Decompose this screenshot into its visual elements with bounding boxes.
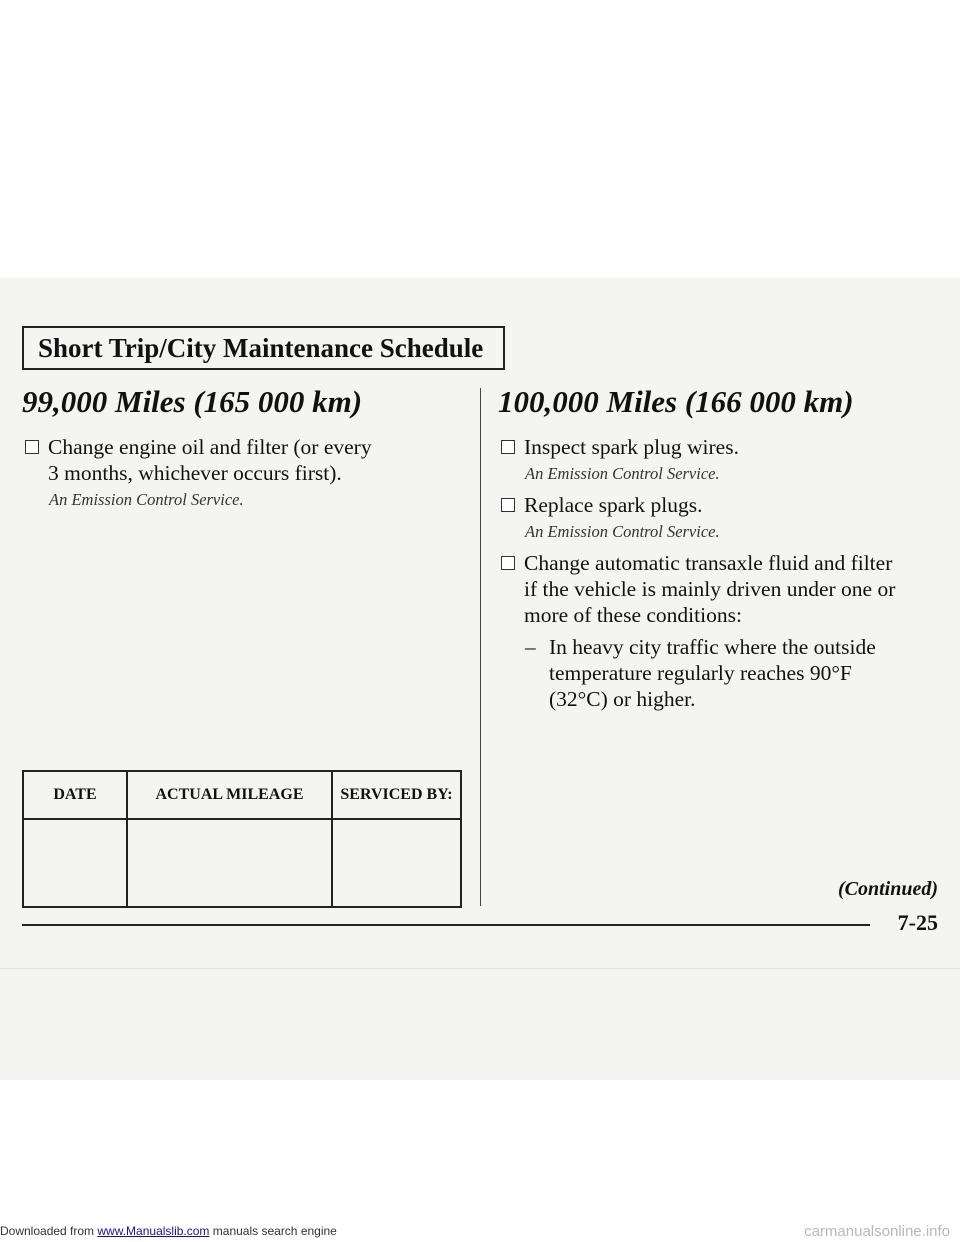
mileage-heading-100000: 100,000 Miles (166 000 km) — [498, 384, 854, 419]
dash-marker: – — [525, 635, 536, 659]
faint-rule — [0, 968, 960, 969]
condition-text: In heavy city traffic where the outside temperature regularly reaches 90°F (32°C) or higher. — [549, 635, 876, 711]
header-date: DATE — [24, 772, 128, 820]
date-cell[interactable] — [24, 820, 128, 906]
item-text: Change engine oil and filter (or every 3 months, whichever occurs first). — [48, 435, 372, 485]
checkbox-icon[interactable] — [25, 440, 39, 454]
download-watermark: Downloaded from www.Manualslib.com manuals search engine — [0, 1224, 337, 1238]
footer-rule — [22, 924, 870, 926]
checkbox-icon[interactable] — [501, 498, 515, 512]
item-text: Change automatic transaxle fluid and filter if the vehicle is mainly driven under one or more of these conditions: — [524, 551, 896, 627]
checkbox-icon[interactable] — [501, 556, 515, 570]
emission-note: An Emission Control Service. — [525, 522, 720, 541]
site-watermark: carmanualsonline.info — [804, 1223, 950, 1240]
checkbox-icon[interactable] — [501, 440, 515, 454]
checklist-item — [498, 434, 938, 460]
right-column — [498, 384, 938, 712]
manualslib-link[interactable]: www.Manualslib.com — [97, 1224, 210, 1238]
item-text: Inspect spark plug wires. — [524, 435, 739, 459]
checklist-item — [22, 434, 462, 486]
emission-note: An Emission Control Service. — [525, 464, 720, 483]
service-record-table — [22, 770, 462, 908]
condition-item — [525, 634, 938, 712]
header-actual-mileage: ACTUAL MILEAGE — [128, 772, 333, 820]
mileage-heading-99000: 99,000 Miles (165 000 km) — [22, 384, 363, 419]
column-divider — [480, 388, 481, 906]
mileage-cell[interactable] — [128, 820, 333, 906]
page-number: 7-25 — [897, 910, 938, 935]
checklist-item — [498, 492, 938, 518]
serviced-by-cell[interactable] — [333, 820, 460, 906]
continued-label: (Continued) — [837, 878, 938, 900]
checklist-item — [498, 550, 938, 628]
left-column — [22, 384, 462, 518]
header-serviced-by: SERVICED BY: — [333, 772, 460, 820]
item-text: Replace spark plugs. — [524, 493, 703, 517]
emission-note: An Emission Control Service. — [49, 490, 244, 509]
section-title: Short Trip/City Maintenance Schedule — [22, 326, 505, 370]
